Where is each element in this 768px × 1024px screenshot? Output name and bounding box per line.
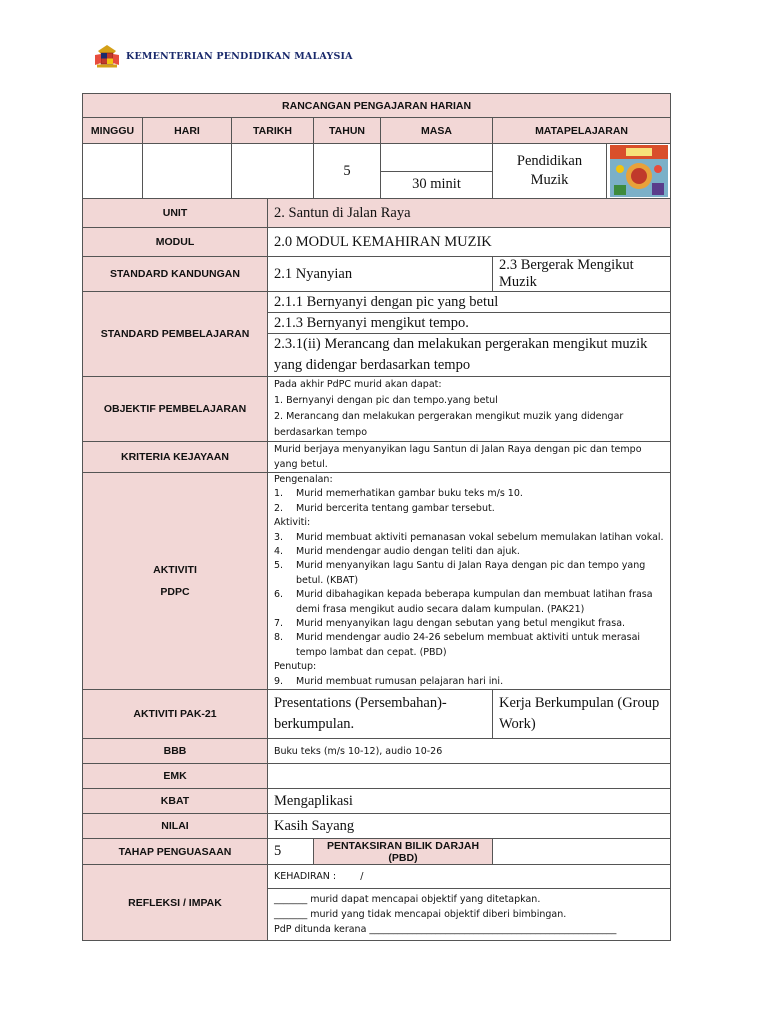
modul-label: MODUL — [83, 228, 268, 257]
aktiviti-label-2: PDPC — [160, 586, 190, 599]
kriteria-label: KRITERIA KEJAYAAN — [83, 442, 268, 473]
activity-step — [274, 559, 664, 588]
unit-label: UNIT — [83, 199, 268, 228]
aktiviti-label — [83, 473, 268, 690]
pak21-value-2: Kerja Berkumpulan (Group Work) — [493, 690, 671, 739]
textbook-cover-image — [610, 145, 668, 197]
kehadiran-line: KEHADIRAN : / — [268, 865, 671, 889]
pak21-label: AKTIVITI PAK-21 — [83, 690, 268, 739]
step-number: 6. — [274, 589, 284, 601]
col-tahun: TAHUN — [314, 118, 381, 144]
step-text: Murid menyanyikan lagu Santu di Jalan Raya dengan pic dan tempo yang betul. (KBAT) — [296, 560, 646, 586]
refleksi-line: _______ murid dapat mencapai objektif yang ditetapkan. — [274, 894, 541, 906]
activity-step — [274, 531, 664, 545]
subject-line2: Muzik — [530, 172, 569, 188]
step-number: 4. — [274, 546, 284, 558]
masa-bottom-value: 30 minit — [381, 171, 493, 199]
tarikh-value — [232, 144, 314, 199]
objektif-label: OBJEKTIF PEMBELAJARAN — [83, 377, 268, 442]
tahun-value: 5 — [314, 144, 381, 199]
objektif-intro: Pada akhir PdPC murid akan dapat: — [274, 379, 442, 390]
ministry-name: KEMENTERIAN PENDIDIKAN MALAYSIA — [126, 50, 353, 62]
aktiviti-content — [268, 473, 671, 690]
step-text: Murid menyanyikan lagu dengan sebutan yang betul mengikut frasa. — [296, 618, 626, 630]
tahap-value: 5 — [268, 839, 314, 865]
activity-step — [274, 631, 664, 660]
activity-step — [274, 545, 664, 559]
pbd-value — [493, 839, 671, 865]
step-number: 2. — [274, 502, 284, 514]
hari-value — [143, 144, 232, 199]
aktiviti-heading: Aktiviti: — [274, 517, 311, 529]
unit-value: 2. Santun di Jalan Raya — [268, 199, 671, 228]
col-matapelajaran: MATAPELAJARAN — [493, 118, 671, 144]
step-text: Murid dibahagikan kepada beberapa kumpulan dan membuat latihan frasa demi frasa mengikut audio secara dalam kumpulan. (PAK21) — [296, 589, 653, 615]
nilai-label: NILAI — [83, 814, 268, 839]
col-tarikh: TARIKH — [232, 118, 314, 144]
standard-pembelajaran-item: 2.3.1(ii) Merancang dan melakukan pergerakan mengikut muzik yang didengar berdasarkan tempo — [268, 334, 671, 377]
step-number: 5. — [274, 560, 284, 572]
pak21-value-1: Presentations (Persembahan)-berkumpulan. — [268, 690, 493, 739]
bbb-label: BBB — [83, 739, 268, 764]
kriteria-value: Murid berjaya menyanyikan lagu Santun di Jalan Raya dengan pic dan tempo yang betul. — [268, 442, 671, 473]
ministry-header — [92, 42, 353, 70]
refleksi-line: PdP ditunda kerana ____________________________________________________ — [274, 924, 617, 936]
subject-line1: Pendidikan — [516, 153, 583, 169]
standard-kandungan-label: STANDARD KANDUNGAN — [83, 257, 268, 292]
step-number: 7. — [274, 618, 284, 630]
standard-pembelajaran-item: 2.1.3 Bernyanyi mengikut tempo. — [268, 313, 671, 334]
malaysia-crest-icon — [92, 43, 122, 69]
emk-label: EMK — [83, 764, 268, 789]
col-minggu: MINGGU — [83, 118, 143, 144]
objektif-item: 1. Bernyanyi dengan pic dan tempo.yang betul — [274, 395, 498, 406]
lesson-plan-table — [82, 93, 671, 941]
minggu-value — [83, 144, 143, 199]
step-number: 9. — [274, 675, 284, 687]
step-number: 1. — [274, 488, 284, 500]
activity-step — [274, 487, 664, 501]
masa-top-value — [381, 144, 493, 172]
step-number: 3. — [274, 531, 284, 543]
standard-pembelajaran-item: 2.1.1 Bernyanyi dengan pic yang betul — [268, 292, 671, 313]
activity-step — [274, 617, 664, 631]
step-text: Murid mendengar audio 24-26 sebelum membuat aktiviti untuk merasai tempo lambat dan cepat. (PBD) — [296, 632, 641, 658]
activity-step — [274, 588, 664, 617]
col-hari: HARI — [143, 118, 232, 144]
step-text: Murid membuat aktiviti pemanasan vokal sebelum memulakan latihan vokal. — [296, 531, 664, 543]
objektif-content — [268, 377, 671, 442]
activity-step — [274, 502, 664, 516]
standard-kandungan-value-1: 2.1 Nyanyian — [268, 257, 493, 292]
emk-value — [268, 764, 671, 789]
step-text: Murid memerhatikan gambar buku teks m/s 10. — [296, 488, 523, 500]
objektif-item: 2. Merancang dan melakukan pergerakan mengikut muzik yang didengar berdasarkan tempo — [274, 411, 624, 438]
activity-step — [274, 675, 664, 689]
col-masa: MASA — [381, 118, 493, 144]
step-number: 8. — [274, 632, 284, 644]
standard-kandungan-value-2: 2.3 Bergerak Mengikut Muzik — [493, 257, 671, 292]
refleksi-label: REFLEKSI / IMPAK — [83, 865, 268, 941]
refleksi-content — [268, 889, 671, 941]
standard-pembelajaran-label: STANDARD PEMBELAJARAN — [83, 292, 268, 377]
kbat-label: KBAT — [83, 789, 268, 814]
step-text: Murid bercerita tentang gambar tersebut. — [296, 502, 495, 514]
kbat-value: Mengaplikasi — [268, 789, 671, 814]
nilai-value: Kasih Sayang — [268, 814, 671, 839]
textbook-cover-cell — [607, 144, 671, 199]
step-text: Murid mendengar audio dengan teliti dan ajuk. — [296, 546, 520, 558]
pbd-label: PENTAKSIRAN BILIK DARJAH (PBD) — [314, 839, 493, 865]
modul-value: 2.0 MODUL KEMAHIRAN MUZIK — [268, 228, 671, 257]
pengenalan-heading: Pengenalan: — [274, 474, 333, 485]
step-text: Murid membuat rumusan pelajaran hari ini. — [296, 675, 504, 687]
plan-title: RANCANGAN PENGAJARAN HARIAN — [83, 94, 671, 118]
penutup-heading: Penutup: — [274, 661, 317, 673]
subject-value — [493, 144, 607, 199]
bbb-value: Buku teks (m/s 10-12), audio 10-26 — [268, 739, 671, 764]
tahap-label: TAHAP PENGUASAAN — [83, 839, 268, 865]
refleksi-line: _______ murid yang tidak mencapai objektif diberi bimbingan. — [274, 909, 567, 921]
aktiviti-label-1: AKTIVITI — [153, 564, 197, 577]
